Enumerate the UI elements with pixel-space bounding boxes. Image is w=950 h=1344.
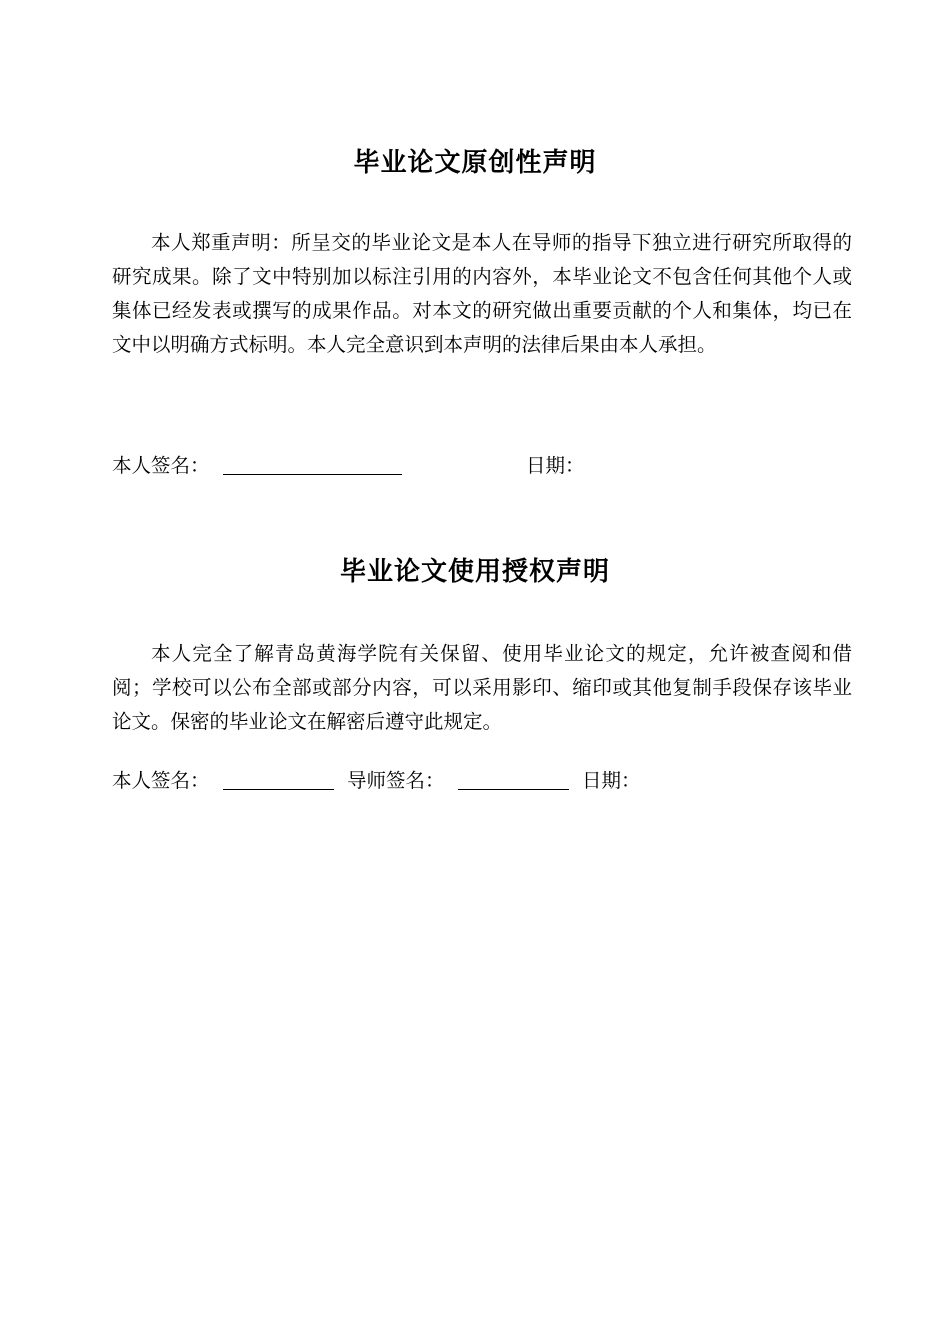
originality-date-label: 日期： bbox=[526, 454, 585, 477]
originality-signature-line[interactable] bbox=[223, 474, 402, 475]
authorization-declaration-paragraph: 本人完全了解青岛黄海学院有关保留、使用毕业论文的规定，允许被查阅和借阅；学校可以公布全部或部分内容，可以采用影印、缩印或其他复制手段保存该毕业论文。保密的毕业论文在解密后遵守此规定。 bbox=[112, 642, 852, 733]
authorization-signature-label: 本人签名： bbox=[112, 769, 210, 792]
advisor-signature-line[interactable] bbox=[458, 789, 569, 790]
authorization-signature-row bbox=[112, 764, 852, 798]
advisor-signature-label: 导师签名： bbox=[347, 769, 445, 792]
authorization-date-label: 日期： bbox=[582, 769, 641, 792]
originality-signature-label: 本人签名： bbox=[112, 454, 210, 477]
authorization-declaration-title: 毕业论文使用授权声明 bbox=[339, 557, 610, 587]
originality-declaration-title: 毕业论文原创性声明 bbox=[353, 148, 597, 178]
originality-declaration-paragraph: 本人郑重声明：所呈交的毕业论文是本人在导师的指导下独立进行研究所取得的研究成果。除了文中特别加以标注引用的内容外，本毕业论文不包含任何其他个人或集体已经发表或撰写的成果作品。对本文的研究做出重要贡献的个人和集体，均已在文中以明确方式标明。本人完全意识到本声明的法律后果由本人承担。 bbox=[112, 231, 852, 356]
authorization-signature-line[interactable] bbox=[223, 789, 334, 790]
originality-signature-row bbox=[112, 449, 852, 483]
